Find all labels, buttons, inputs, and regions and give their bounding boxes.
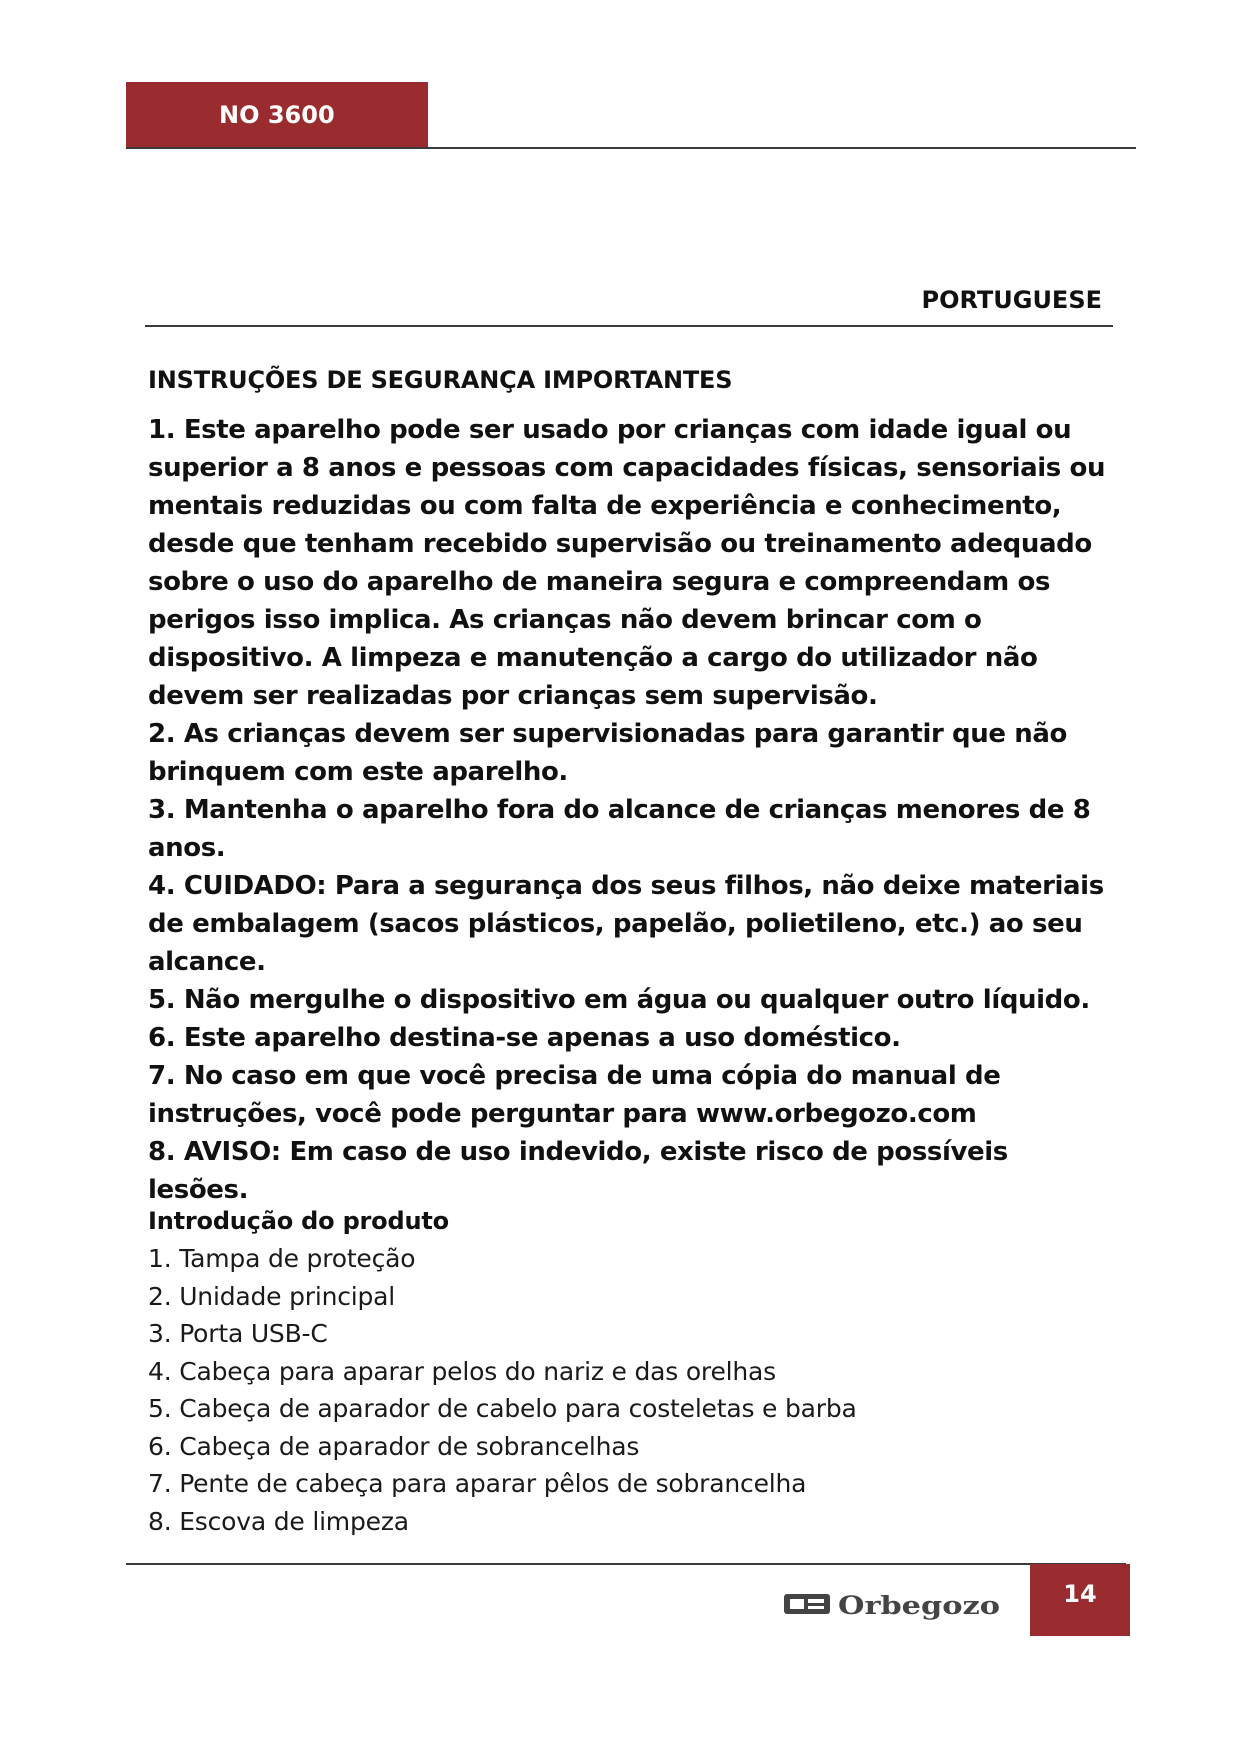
part-item-5: 5. Cabeça de aparador de cabelo para costeletas e barba [148, 1394, 857, 1423]
part-item-4: 4. Cabeça para aparar pelos do nariz e das orelhas [148, 1356, 776, 1386]
model-number: NO 3600 [219, 101, 335, 129]
part-item-8: 8. Escova de limpeza [148, 1506, 409, 1536]
page-number: 14 [1063, 1580, 1097, 1608]
part-item-1: 1. Tampa de proteção [148, 1244, 416, 1273]
orbegozo-logo [784, 1586, 1006, 1622]
safety-item-2: 2. As crianças devem ser supervisionadas para garantir que não brinquem com este aparelho. [148, 719, 1067, 787]
language-label: PORTUGUESE [921, 286, 1102, 314]
part-item-2: 2. Unidade principal [148, 1281, 396, 1311]
page-number-box [1030, 1564, 1130, 1636]
part-item-3: 3. Porta USB-C [148, 1319, 328, 1348]
footer-rule [126, 1563, 1126, 1565]
model-tab [126, 82, 428, 148]
intro-title: Introdução do produto [148, 1207, 449, 1235]
header-rule [126, 147, 1136, 149]
part-item-7: 7. Pente de cabeça para aparar pêlos de sobrancelha [148, 1469, 807, 1498]
safety-item-1: 1. Este aparelho pode ser usado por crianças com idade igual ou superior a 8 anos e pessoas com capacidades físicas, sensoriais ou mentais reduzidas ou com falta de experiência e conhecimento, desde que tenham recebido supervisão ou treinamento adequado sobre o uso do aparelho de maneira segura e compreendam os perigos isso implica. As crianças não devem brincar com o dispositivo. A limpeza e manutenção a cargo do utilizador não devem ser realizadas por crianças sem supervisão. [148, 415, 1106, 711]
part-item-6: 6. Cabeça de aparador de sobrancelhas [148, 1431, 640, 1461]
safety-title: INSTRUÇÕES DE SEGURANÇA IMPORTANTES [148, 366, 733, 394]
logo-mark-icon [784, 1594, 830, 1614]
safety-item-4: 4. CUIDADO: Para a segurança dos seus filhos, não deixe materiais de embalagem (sacos plásticos, papelão, polietileno, etc.) ao seu alcance. [148, 871, 1104, 977]
safety-item-6: 6. Este aparelho destina-se apenas a uso doméstico. [148, 1023, 901, 1053]
safety-item-5: 5. Não mergulhe o dispositivo em água ou qualquer outro líquido. [148, 985, 1090, 1015]
safety-item-3: 3. Mantenha o aparelho fora do alcance de crianças menores de 8 anos. [148, 795, 1091, 863]
safety-item-7: 7. No caso em que você precisa de uma cópia do manual de instruções, você pode perguntar para www.orbegozo.com [148, 1061, 1001, 1129]
brand-wordmark: Orbegozo [838, 1591, 1000, 1620]
language-rule [145, 325, 1113, 327]
parts-list [148, 1240, 857, 1540]
safety-list [148, 411, 1108, 1209]
safety-item-8: 8. AVISO: Em caso de uso indevido, existe risco de possíveis lesões. [148, 1137, 1008, 1205]
